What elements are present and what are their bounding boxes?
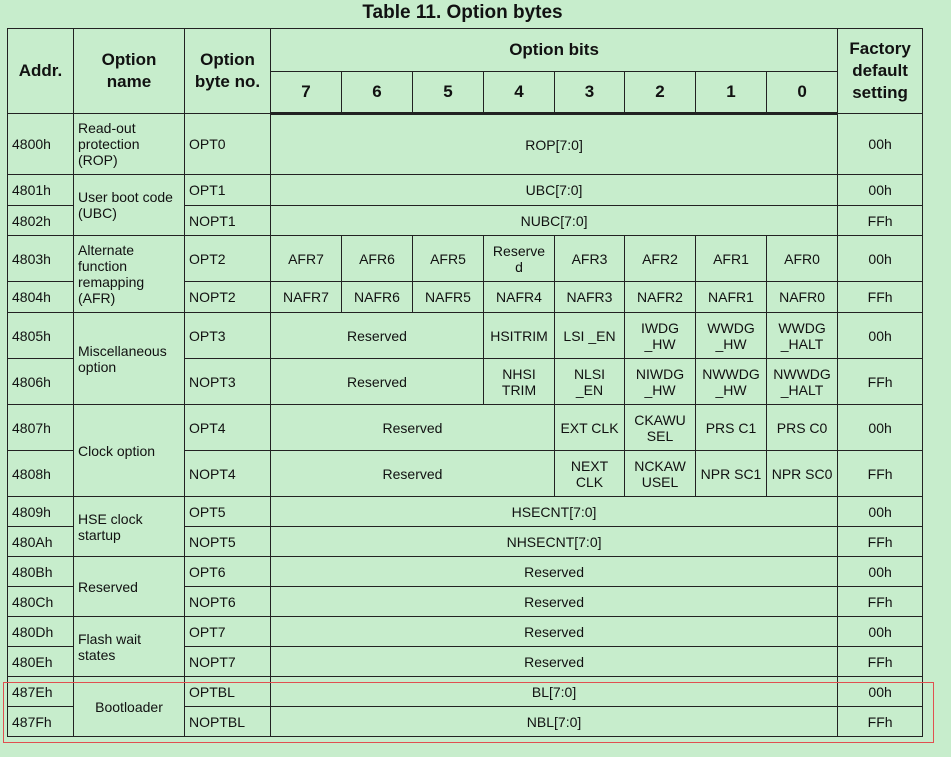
- default-cell: FFh: [838, 587, 923, 617]
- default-cell: FFh: [838, 451, 923, 497]
- option-bits-cell: HSECNT[7:0]: [271, 497, 838, 527]
- bit-cell: PRS C1: [696, 405, 767, 451]
- bit-cell: AFR2: [625, 236, 696, 282]
- header-option-byte-no: Option byte no.: [185, 29, 271, 114]
- addr-cell: 480Dh: [8, 617, 74, 647]
- table-header: [8, 29, 923, 114]
- option-bits-cell: NHSECNT[7:0]: [271, 527, 838, 557]
- addr-cell: 4803h: [8, 236, 74, 282]
- table-title: Table 11. Option bytes: [362, 2, 563, 23]
- option-bits-cell: Reserved: [271, 587, 838, 617]
- bit-cell: NAFR7: [271, 282, 342, 313]
- option-name-cell: Bootloader: [74, 677, 185, 737]
- option-byte-cell: NOPTBL: [185, 707, 271, 737]
- option-bits-cell: UBC[7:0]: [271, 175, 838, 206]
- bit-cell: NAFR2: [625, 282, 696, 313]
- header-addr: Addr.: [8, 29, 74, 114]
- bit-cell: IWDG _HW: [625, 313, 696, 359]
- default-cell: 00h: [838, 236, 923, 282]
- bit-cell: NPR SC1: [696, 451, 767, 497]
- option-byte-cell: NOPT2: [185, 282, 271, 313]
- bit-cell: NAFR3: [555, 282, 625, 313]
- addr-cell: 4800h: [8, 114, 74, 175]
- option-byte-cell: OPT2: [185, 236, 271, 282]
- bit-cell: NIWDG _HW: [625, 359, 696, 405]
- addr-cell: 487Fh: [8, 707, 74, 737]
- default-cell: 00h: [838, 677, 923, 707]
- option-byte-cell: OPT1: [185, 175, 271, 206]
- header-factory-default: Factory default setting: [838, 29, 923, 114]
- option-bits-cell: ROP[7:0]: [271, 114, 838, 175]
- default-cell: 00h: [838, 175, 923, 206]
- table-row: [8, 313, 923, 359]
- bit-cell: NAFR6: [342, 282, 413, 313]
- option-byte-cell: NOPT7: [185, 647, 271, 677]
- reserved-cell: Reserved: [271, 313, 484, 359]
- header-bit-5: 5: [413, 72, 484, 114]
- option-bytes-table: [7, 28, 923, 737]
- reserved-cell: Reserved: [271, 359, 484, 405]
- addr-cell: 4808h: [8, 451, 74, 497]
- header-bit-0: 0: [767, 72, 838, 114]
- default-cell: 00h: [838, 497, 923, 527]
- option-name-cell: Alternate function remapping (AFR): [74, 236, 185, 313]
- bit-cell: AFR5: [413, 236, 484, 282]
- bit-cell: NCKAW USEL: [625, 451, 696, 497]
- default-cell: 00h: [838, 313, 923, 359]
- default-cell: 00h: [838, 617, 923, 647]
- option-byte-cell: OPTBL: [185, 677, 271, 707]
- bit-cell: NAFR1: [696, 282, 767, 313]
- option-byte-cell: OPT0: [185, 114, 271, 175]
- bit-cell: AFR7: [271, 236, 342, 282]
- bit-cell: AFR6: [342, 236, 413, 282]
- header-bit-2: 2: [625, 72, 696, 114]
- bit-cell: NAFR0: [767, 282, 838, 313]
- bit-cell: CKAWU SEL: [625, 405, 696, 451]
- table-row: [8, 405, 923, 451]
- option-bits-cell: NUBC[7:0]: [271, 206, 838, 236]
- addr-cell: 4807h: [8, 405, 74, 451]
- bit-cell: WWDG _HW: [696, 313, 767, 359]
- header-bit-1: 1: [696, 72, 767, 114]
- addr-cell: 487Eh: [8, 677, 74, 707]
- option-byte-cell: NOPT3: [185, 359, 271, 405]
- table-row: [8, 557, 923, 587]
- reserved-cell: Reserved: [271, 451, 555, 497]
- default-cell: FFh: [838, 282, 923, 313]
- bit-cell: WWDG _HALT: [767, 313, 838, 359]
- default-cell: 00h: [838, 557, 923, 587]
- default-cell: 00h: [838, 114, 923, 175]
- option-byte-cell: OPT5: [185, 497, 271, 527]
- bit-cell: AFR3: [555, 236, 625, 282]
- bit-cell: NEXT CLK: [555, 451, 625, 497]
- table-row: [8, 497, 923, 527]
- option-byte-cell: NOPT4: [185, 451, 271, 497]
- default-cell: FFh: [838, 527, 923, 557]
- header-bit-4: 4: [484, 72, 555, 114]
- addr-cell: 4801h: [8, 175, 74, 206]
- table-row: [8, 175, 923, 206]
- option-byte-cell: NOPT6: [185, 587, 271, 617]
- table-row: [8, 236, 923, 282]
- bit-cell: NPR SC0: [767, 451, 838, 497]
- bit-cell: NHSI TRIM: [484, 359, 555, 405]
- table-body: [8, 114, 923, 737]
- option-byte-cell: OPT6: [185, 557, 271, 587]
- bit-cell: AFR1: [696, 236, 767, 282]
- addr-cell: 480Bh: [8, 557, 74, 587]
- option-bits-cell: NBL[7:0]: [271, 707, 838, 737]
- option-byte-cell: NOPT5: [185, 527, 271, 557]
- reserved-cell: Reserved: [271, 405, 555, 451]
- addr-cell: 4802h: [8, 206, 74, 236]
- option-name-cell: Miscellaneous option: [74, 313, 185, 405]
- header-bit-3: 3: [555, 72, 625, 114]
- table-row: [8, 617, 923, 647]
- option-name-cell: HSE clock startup: [74, 497, 185, 557]
- header-option-name: Option name: [74, 29, 185, 114]
- bit-cell: NWWDG _HW: [696, 359, 767, 405]
- bit-cell: NAFR5: [413, 282, 484, 313]
- bit-cell: Reserve d: [484, 236, 555, 282]
- addr-cell: 4806h: [8, 359, 74, 405]
- addr-cell: 480Ah: [8, 527, 74, 557]
- table-row: [8, 114, 923, 175]
- default-cell: FFh: [838, 359, 923, 405]
- option-bits-cell: Reserved: [271, 557, 838, 587]
- table-row: [8, 677, 923, 707]
- header-bit-6: 6: [342, 72, 413, 114]
- option-byte-cell: NOPT1: [185, 206, 271, 236]
- addr-cell: 4804h: [8, 282, 74, 313]
- option-bits-cell: Reserved: [271, 647, 838, 677]
- option-bits-cell: BL[7:0]: [271, 677, 838, 707]
- addr-cell: 4809h: [8, 497, 74, 527]
- option-byte-cell: OPT3: [185, 313, 271, 359]
- default-cell: FFh: [838, 647, 923, 677]
- bit-cell: LSI _EN: [555, 313, 625, 359]
- option-bits-cell: Reserved: [271, 617, 838, 647]
- bit-cell: NAFR4: [484, 282, 555, 313]
- header-bit-7: 7: [271, 72, 342, 114]
- default-cell: 00h: [838, 405, 923, 451]
- addr-cell: 480Eh: [8, 647, 74, 677]
- bit-cell: NLSI _EN: [555, 359, 625, 405]
- option-name-cell: Flash wait states: [74, 617, 185, 677]
- addr-cell: 4805h: [8, 313, 74, 359]
- option-byte-cell: OPT4: [185, 405, 271, 451]
- bit-cell: PRS C0: [767, 405, 838, 451]
- default-cell: FFh: [838, 707, 923, 737]
- option-byte-cell: OPT7: [185, 617, 271, 647]
- bit-cell: NWWDG _HALT: [767, 359, 838, 405]
- option-name-cell: User boot code (UBC): [74, 175, 185, 236]
- option-name-cell: Read-out protection (ROP): [74, 114, 185, 175]
- default-cell: FFh: [838, 206, 923, 236]
- option-name-cell: Clock option: [74, 405, 185, 497]
- header-option-bits: Option bits: [271, 29, 838, 72]
- option-name-cell: Reserved: [74, 557, 185, 617]
- bit-cell: EXT CLK: [555, 405, 625, 451]
- bit-cell: AFR0: [767, 236, 838, 282]
- addr-cell: 480Ch: [8, 587, 74, 617]
- bit-cell: HSITRIM: [484, 313, 555, 359]
